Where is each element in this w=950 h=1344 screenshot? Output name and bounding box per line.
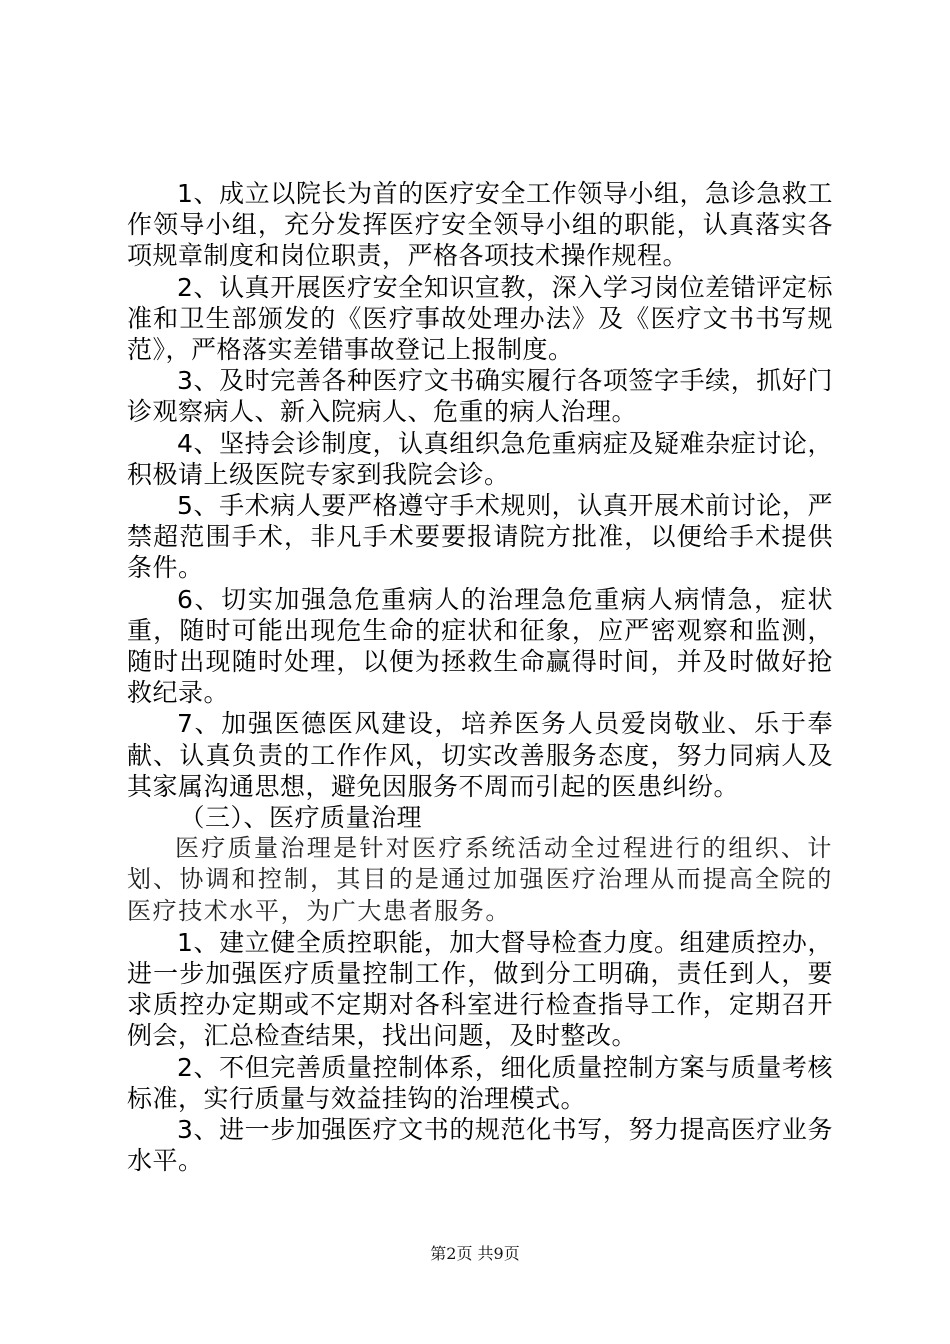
paragraph-6: 6、切实加强急危重病人的治理急危重病人病情急，症状重，随时可能出现危生命的症状和征象，应严密观察和监测，随时出现随时处理，以便为拯救生命赢得时间，并及时做好抢救纪录。 [127,584,833,708]
paragraph-2: 2、认真开展医疗安全知识宣教，深入学习岗位差错评定标准和卫生部颁发的《医疗事故处理办法》及《医疗文书书写规范》，严格落实差错事故登记上报制度。 [127,272,833,365]
section-intro: 医疗质量治理是针对医疗系统活动全过程进行的组织、计划、协调和控制，其目的是通过加强医疗治理从而提高全院的医疗技术水平，为广大患者服务。 [127,834,833,925]
document-body [127,178,833,1177]
quality-item-1: 1、建立健全质控职能，加大督导检查力度。组建质控办，进一步加强医疗质量控制工作，做到分工明确，责任到人，要求质控办定期或不定期对各科室进行检查指导工作，定期召开例会，汇总检查结果，找出问题，及时整改。 [127,927,833,1051]
quality-item-2: 2、不但完善质量控制体系，细化质量控制方案与质量考核标准，实行质量与效益挂钩的治理模式。 [127,1052,833,1113]
paragraph-3: 3、及时完善各种医疗文书确实履行各项签字手续，抓好门诊观察病人、新入院病人、危重的病人治理。 [127,366,833,427]
section-heading: （三）、医疗质量治理 [179,803,423,833]
page-footer: 第2页 共9页 [430,1244,520,1263]
paragraph-5: 5、手术病人要严格遵守手术规则，认真开展术前讨论，严禁超范围手术，非凡手术要要报请院方批准，以便给手术提供条件。 [127,491,833,583]
quality-item-3: 3、进一步加强医疗文书的规范化书写，努力提高医疗业务水平。 [127,1115,833,1176]
paragraph-7: 7、加强医德医风建设，培养医务人员爱岗敬业、乐于奉献、认真负责的工作作风，切实改善服务态度，努力同病人及其家属沟通思想，避免因服务不周而引起的医患纠纷。 [127,709,833,801]
paragraph-1: 1、成立以院长为首的医疗安全工作领导小组，急诊急救工作领导小组，充分发挥医疗安全领导小组的职能，认真落实各项规章制度和岗位职责，严格各项技术操作规程。 [127,179,833,271]
paragraph-4: 4、坚持会诊制度，认真组织急危重病症及疑难杂症讨论，积极请上级医院专家到我院会诊。 [127,428,833,489]
